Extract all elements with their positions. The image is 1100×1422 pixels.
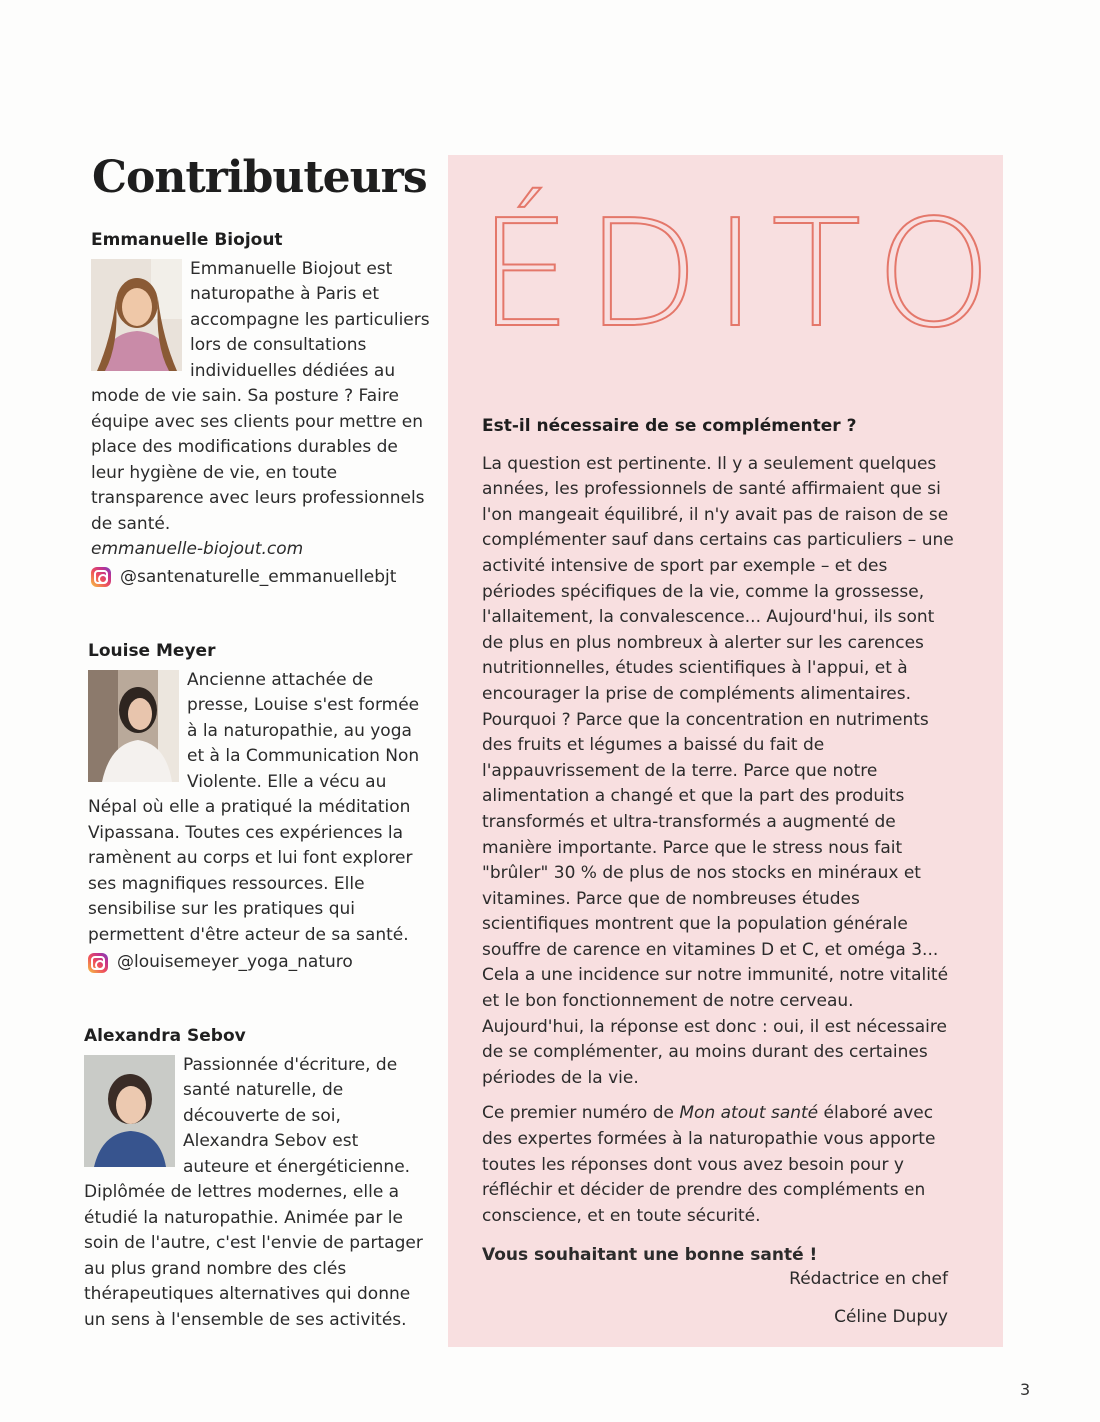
contributor-bio: Emmanuelle Biojout est naturopathe à Paris et accompagne les particuliers lors de consultations individuelles dédiées au mode de vie sain. Sa posture ? Faire équipe avec ses clients pour mettre en place des modifications durables de leur hygiène de vie, en toute transparence avec leurs professionnels de santé. [91,258,430,534]
edito-greeting: Vous souhaitant une bonne santé ! [482,1245,818,1266]
edito-question: Est-il nécessaire de se complémenter ? [482,416,857,436]
contributor-bio: Ancienne attachée de presse, Louise s'est formée à la naturopathie, au yoga et à la Communication Non Violente. Elle a vécu au Népal où elle a pratiqué la méditation Vipassana. Toutes ces expériences la ramènent au corps et lui font explorer ses magnifiques ressources. Elle sensibilise sur les pratiques qui permettent d'être acteur de sa santé. [88,669,420,945]
contributor-name: Louise Meyer [88,641,216,661]
instagram-handle: @louisemeyer_yoga_naturo [117,952,353,972]
instagram-handle-row[interactable] [91,565,431,591]
signature-role: Rédactrice en chef [789,1269,948,1289]
edito-paragraph: La question est pertinente. Il y a seulement quelques années, les professionnels de santé affirmaient que si l'on mangeait équilibré, il n'y avait pas de raison de se complémenter sauf dans certains cas particuliers – une activité intensive de sport par exemple – et des périodes spécifiques de la vie, comme la grossesse, l'allaitement, la convalescence... Aujourd'hui, ils sont de plus en plus nombreux à alerter sur les carences nutritionnelles, études scientifiques à l'appui, et à encourager la prise de compléments alimentaires. Pourquoi ? Parce que la concentration en nutriments des fruits et légumes a baissé du fait de l'appauvrissement de la terre. Parce que notre alimentation a changé et que la part des produits transformés et ultra-transformés a augmenté de manière importante. Parce que le stress nous fait "brûler" 30 % de plus de nos stocks en minéraux et vitamines. Parce que de nombreuses études scientifiques montrent que la population générale souffre de carence en vitamines D et C, et oméga 3... Cela a une incidence sur notre immunité, notre vitalité et le bon fonctionnement de notre cerveau. Aujourd'hui, la réponse est donc : oui, il est nécessaire de se complémenter, au moins durant des certaines périodes de la vie. [482,453,954,1088]
contributor-card [84,1024,429,1333]
page-number: 3 [1020,1380,1031,1399]
page-title: Contributeurs [92,152,427,203]
contributor-photo [84,1055,175,1167]
contributor-name: Alexandra Sebov [84,1026,246,1046]
edito-title: ÉDITO [478,188,1007,360]
instagram-handle-row[interactable] [88,950,423,976]
contributor-photo [88,670,179,782]
instagram-icon [88,953,108,973]
signature-name: Céline Dupuy [834,1307,948,1327]
edito-body [482,414,960,1279]
contributor-card [91,228,431,590]
contributor-website[interactable]: emmanuelle-biojout.com [91,539,304,559]
contributor-name: Emmanuelle Biojout [91,230,283,250]
edito-paragraph: Ce premier numéro de Mon atout santé élaboré avec des expertes formées à la naturopathie vous apporte toutes les réponses dont vous avez besoin pour y réfléchir et décider de prendre des compléments en conscience, et en toute sécurité. [482,1103,936,1226]
contributor-photo [91,259,182,371]
contributor-card [88,639,423,976]
instagram-icon [91,567,111,587]
contributor-bio: Passionnée d'écriture, de santé naturelle, de découverte de soi, Alexandra Sebov est auteure et énergéticienne. Diplômée de lettres modernes, elle a étudié la naturopathie. Animée par le soin de l'autre, c'est l'envie de partager au plus grand nombre des clés thérapeutiques alternatives qui donne un sens à l'ensemble de ses activités. [84,1054,423,1330]
magazine-name: Mon atout santé [679,1103,819,1124]
signature [789,1260,948,1336]
instagram-handle: @santenaturelle_emmanuellebjt [120,566,397,587]
